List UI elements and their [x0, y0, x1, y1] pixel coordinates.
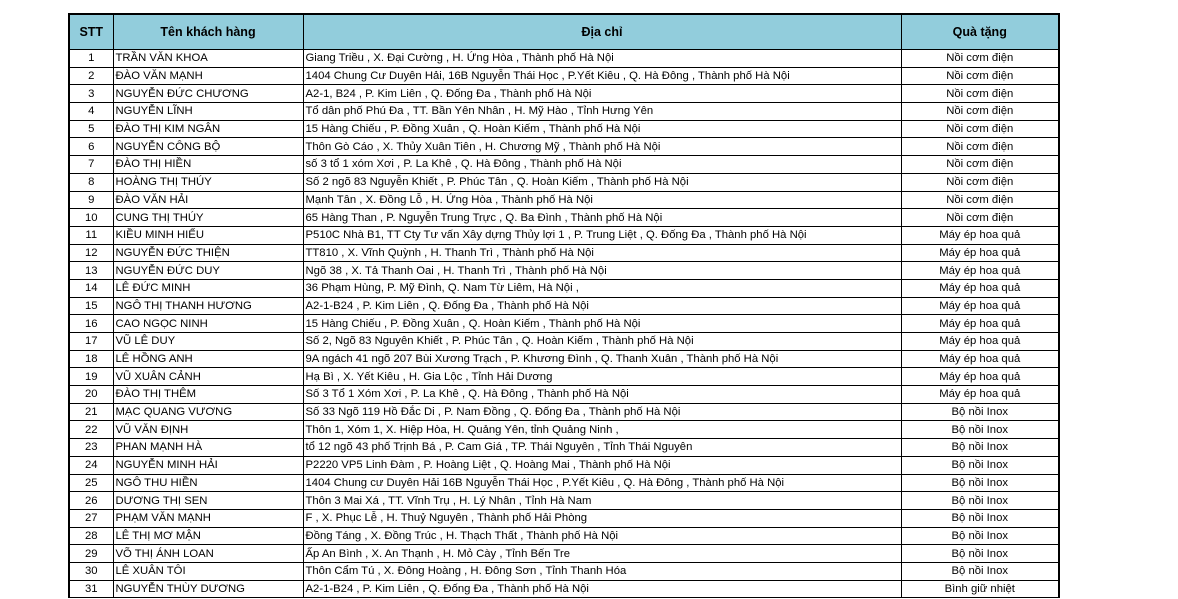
cell-address[interactable]: P510C Nhà B1, TT Cty Tư vấn Xây dựng Thủy lợi 1 , P. Trung Liệt , Q. Đống Đa , Thành phố Hà Nội: [303, 226, 901, 244]
table-row: [69, 226, 1059, 244]
cell-stt[interactable]: 14: [69, 279, 113, 297]
cell-stt[interactable]: 22: [69, 421, 113, 439]
cell-stt[interactable]: 17: [69, 333, 113, 351]
cell-address[interactable]: 65 Hàng Than , P. Nguyễn Trung Trực , Q. Ba Đình , Thành phố Hà Nội: [303, 209, 901, 227]
cell-gift[interactable]: Nồi cơm điện: [901, 173, 1059, 191]
table-row: [69, 85, 1059, 103]
cell-customer-name[interactable]: ĐÀO VĂN HẢI: [113, 191, 303, 209]
cell-address[interactable]: Thôn 3 Mai Xá , TT. Vĩnh Trụ , H. Lý Nhân , Tỉnh Hà Nam: [303, 492, 901, 510]
table-row: [69, 474, 1059, 492]
cell-customer-name[interactable]: CAO NGỌC NINH: [113, 315, 303, 333]
header-address[interactable]: Địa chỉ: [303, 14, 901, 50]
cell-address[interactable]: Giang Triều , X. Đại Cường , H. Ứng Hòa , Thành phố Hà Nội: [303, 50, 901, 68]
cell-customer-name[interactable]: NGUYỄN LĨNH: [113, 103, 303, 121]
cell-address[interactable]: A2-1-B24 , P. Kim Liên , Q. Đống Đa , Thành phố Hà Nội: [303, 297, 901, 315]
table-row: [69, 545, 1059, 563]
cell-address[interactable]: 1404 Chung cư Duyên Hải 16B Nguyễn Thái Học , P.Yết Kiêu , Q. Hà Đông , Thành phố Hà Nội: [303, 474, 901, 492]
cell-address[interactable]: Số 2 ngõ 83 Nguyễn Khiết , P. Phúc Tân , Q. Hoàn Kiếm , Thành phố Hà Nội: [303, 173, 901, 191]
cell-customer-name[interactable]: NGUYỄN THÙY DƯƠNG: [113, 580, 303, 598]
cell-address[interactable]: F , X. Phục Lễ , H. Thuỷ Nguyên , Thành phố Hải Phòng: [303, 509, 901, 527]
cell-gift[interactable]: Máy ép hoa quả: [901, 279, 1059, 297]
cell-gift[interactable]: Bộ nồi Inox: [901, 527, 1059, 545]
cell-address[interactable]: Số 3 Tổ 1 Xóm Xơi , P. La Khê , Q. Hà Đông , Thành phố Hà Nội: [303, 386, 901, 404]
table-row: [69, 509, 1059, 527]
cell-customer-name[interactable]: NGUYỄN CÔNG BỘ: [113, 138, 303, 156]
cell-address[interactable]: Thôn Cẩm Tú , X. Đông Hoàng , H. Đông Sơn , Tỉnh Thanh Hóa: [303, 562, 901, 580]
table-header: [69, 14, 1059, 50]
cell-address[interactable]: 1404 Chung Cư Duyên Hải, 16B Nguyễn Thái Học , P.Yết Kiêu , Q. Hà Đông , Thành phố Hà Nội: [303, 67, 901, 85]
table-row: [69, 562, 1059, 580]
header-stt[interactable]: STT: [69, 14, 113, 50]
cell-gift[interactable]: Bộ nồi Inox: [901, 439, 1059, 457]
cell-stt[interactable]: 23: [69, 439, 113, 457]
table-row: [69, 439, 1059, 457]
cell-gift[interactable]: Máy ép hoa quả: [901, 350, 1059, 368]
cell-customer-name[interactable]: TRẦN VĂN KHOA: [113, 50, 303, 68]
cell-stt[interactable]: 4: [69, 103, 113, 121]
cell-stt[interactable]: 28: [69, 527, 113, 545]
table-body: [69, 50, 1059, 598]
cell-customer-name[interactable]: PHAN MẠNH HÀ: [113, 439, 303, 457]
cell-gift[interactable]: Bộ nồi Inox: [901, 562, 1059, 580]
cell-address[interactable]: 36 Phạm Hùng, P. Mỹ Đình, Q. Nam Từ Liêm, Hà Nội ,: [303, 279, 901, 297]
table-row: [69, 333, 1059, 351]
cell-stt[interactable]: 18: [69, 350, 113, 368]
cell-gift[interactable]: Nồi cơm điện: [901, 191, 1059, 209]
cell-stt[interactable]: 29: [69, 545, 113, 563]
table-row: [69, 103, 1059, 121]
table-row: [69, 527, 1059, 545]
cell-gift[interactable]: Bình giữ nhiệt: [901, 580, 1059, 598]
cell-customer-name[interactable]: VŨ VĂN ĐỊNH: [113, 421, 303, 439]
cell-address[interactable]: Ấp An Bình , X. An Thạnh , H. Mỏ Cày , Tỉnh Bến Tre: [303, 545, 901, 563]
table-row: [69, 580, 1059, 598]
cell-customer-name[interactable]: VÕ THỊ ÁNH LOAN: [113, 545, 303, 563]
cell-address[interactable]: Thôn 1, Xóm 1, X. Hiệp Hòa, H. Quảng Yên, tỉnh Quảng Ninh ,: [303, 421, 901, 439]
table-row: [69, 297, 1059, 315]
cell-gift[interactable]: Bộ nồi Inox: [901, 403, 1059, 421]
header-customer-name[interactable]: Tên khách hàng: [113, 14, 303, 50]
cell-stt[interactable]: 15: [69, 297, 113, 315]
cell-stt[interactable]: 10: [69, 209, 113, 227]
table-row: [69, 191, 1059, 209]
cell-address[interactable]: P2220 VP5 Linh Đàm , P. Hoàng Liệt , Q. Hoàng Mai , Thành phố Hà Nội: [303, 456, 901, 474]
cell-address[interactable]: TT810 , X. Vĩnh Quỳnh , H. Thanh Trì , Thành phố Hà Nội: [303, 244, 901, 262]
cell-stt[interactable]: 16: [69, 315, 113, 333]
cell-customer-name[interactable]: LÊ XUÂN TÔI: [113, 562, 303, 580]
table-row: [69, 173, 1059, 191]
cell-address[interactable]: A2-1-B24 , P. Kim Liên , Q. Đống Đa , Thành phố Hà Nội: [303, 580, 901, 598]
table-row: [69, 67, 1059, 85]
cell-gift[interactable]: Nồi cơm điện: [901, 209, 1059, 227]
cell-stt[interactable]: 21: [69, 403, 113, 421]
cell-gift[interactable]: Máy ép hoa quả: [901, 244, 1059, 262]
cell-address[interactable]: Ngõ 38 , X. Tả Thanh Oai , H. Thanh Trì , Thành phố Hà Nội: [303, 262, 901, 280]
cell-address[interactable]: Đồng Táng , X. Đồng Trúc , H. Thạch Thất , Thành phố Hà Nội: [303, 527, 901, 545]
cell-gift[interactable]: Bộ nồi Inox: [901, 509, 1059, 527]
table-row: [69, 403, 1059, 421]
cell-gift[interactable]: Máy ép hoa quả: [901, 368, 1059, 386]
table-row: [69, 421, 1059, 439]
cell-gift[interactable]: Máy ép hoa quả: [901, 226, 1059, 244]
table-row: [69, 138, 1059, 156]
cell-gift[interactable]: Nồi cơm điện: [901, 103, 1059, 121]
table-row: [69, 262, 1059, 280]
table-row: [69, 456, 1059, 474]
table-row: [69, 120, 1059, 138]
table-row: [69, 350, 1059, 368]
cell-address[interactable]: A2-1, B24 , P. Kim Liên , Q. Đống Đa , Thành phố Hà Nội: [303, 85, 901, 103]
cell-gift[interactable]: Bộ nồi Inox: [901, 421, 1059, 439]
cell-stt[interactable]: 9: [69, 191, 113, 209]
cell-customer-name[interactable]: NGÔ THU HIỀN: [113, 474, 303, 492]
cell-customer-name[interactable]: NGUYỄN ĐỨC THIỆN: [113, 244, 303, 262]
cell-customer-name[interactable]: ĐÀO THỊ HIỀN: [113, 156, 303, 174]
cell-gift[interactable]: Nồi cơm điện: [901, 138, 1059, 156]
cell-stt[interactable]: 20: [69, 386, 113, 404]
cell-customer-name[interactable]: HOÀNG THỊ THÚY: [113, 173, 303, 191]
cell-address[interactable]: 15 Hàng Chiếu , P. Đồng Xuân , Q. Hoàn Kiếm , Thành phố Hà Nội: [303, 315, 901, 333]
table-row: [69, 50, 1059, 68]
cell-customer-name[interactable]: PHẠM VĂN MẠNH: [113, 509, 303, 527]
cell-gift[interactable]: Bộ nồi Inox: [901, 474, 1059, 492]
cell-gift[interactable]: Bộ nồi Inox: [901, 545, 1059, 563]
cell-stt[interactable]: 25: [69, 474, 113, 492]
cell-address[interactable]: Tổ dân phố Phú Đa , TT. Bần Yên Nhân , H. Mỹ Hào , Tỉnh Hưng Yên: [303, 103, 901, 121]
cell-address[interactable]: Số 33 Ngõ 119 Hồ Đắc Di , P. Nam Đồng , Q. Đống Đa , Thành phố Hà Nội: [303, 403, 901, 421]
cell-stt[interactable]: 19: [69, 368, 113, 386]
table-row: [69, 492, 1059, 510]
cell-customer-name[interactable]: ĐÀO THỊ THÊM: [113, 386, 303, 404]
cell-gift[interactable]: Nồi cơm điện: [901, 120, 1059, 138]
header-gift[interactable]: Quà tặng: [901, 14, 1059, 50]
table-row: [69, 244, 1059, 262]
table-row: [69, 368, 1059, 386]
cell-stt[interactable]: 7: [69, 156, 113, 174]
cell-stt[interactable]: 24: [69, 456, 113, 474]
cell-address[interactable]: Mạnh Tân , X. Đồng Lỗ , H. Ứng Hòa , Thành phố Hà Nội: [303, 191, 901, 209]
cell-stt[interactable]: 6: [69, 138, 113, 156]
cell-customer-name[interactable]: KIỀU MINH HIẾU: [113, 226, 303, 244]
cell-gift[interactable]: Nồi cơm điện: [901, 85, 1059, 103]
cell-gift[interactable]: Nồi cơm điện: [901, 67, 1059, 85]
cell-customer-name[interactable]: LÊ ĐỨC MINH: [113, 279, 303, 297]
cell-gift[interactable]: Máy ép hoa quả: [901, 262, 1059, 280]
cell-stt[interactable]: 27: [69, 509, 113, 527]
cell-gift[interactable]: Máy ép hoa quả: [901, 333, 1059, 351]
cell-customer-name[interactable]: MẠC QUANG VƯƠNG: [113, 403, 303, 421]
header-row: [69, 14, 1059, 50]
table-row: [69, 315, 1059, 333]
cell-gift[interactable]: Bộ nồi Inox: [901, 456, 1059, 474]
cell-address[interactable]: số 3 tổ 1 xóm Xơi , P. La Khê , Q. Hà Đông , Thành phố Hà Nội: [303, 156, 901, 174]
cell-customer-name[interactable]: LÊ THỊ MƠ MẬN: [113, 527, 303, 545]
cell-stt[interactable]: 1: [69, 50, 113, 68]
cell-stt[interactable]: 26: [69, 492, 113, 510]
cell-stt[interactable]: 8: [69, 173, 113, 191]
cell-gift[interactable]: Nồi cơm điện: [901, 156, 1059, 174]
customer-gift-table: [68, 13, 1060, 598]
cell-gift[interactable]: Bộ nồi Inox: [901, 492, 1059, 510]
cell-stt[interactable]: 13: [69, 262, 113, 280]
cell-stt[interactable]: 5: [69, 120, 113, 138]
cell-gift[interactable]: Máy ép hoa quả: [901, 297, 1059, 315]
cell-customer-name[interactable]: NGÔ THỊ THANH HƯƠNG: [113, 297, 303, 315]
cell-address[interactable]: Hạ Bì , X. Yết Kiêu , H. Gia Lộc , Tỉnh Hải Dương: [303, 368, 901, 386]
cell-stt[interactable]: 3: [69, 85, 113, 103]
cell-gift[interactable]: Máy ép hoa quả: [901, 315, 1059, 333]
cell-customer-name[interactable]: VŨ XUÂN CẢNH: [113, 368, 303, 386]
cell-stt[interactable]: 11: [69, 226, 113, 244]
cell-customer-name[interactable]: LÊ HỒNG ANH: [113, 350, 303, 368]
table-row: [69, 386, 1059, 404]
cell-gift[interactable]: Nồi cơm điện: [901, 50, 1059, 68]
cell-address[interactable]: Số 2, Ngõ 83 Nguyên Khiết , P. Phúc Tân , Q. Hoàn Kiếm , Thành phố Hà Nội: [303, 333, 901, 351]
cell-stt[interactable]: 31: [69, 580, 113, 598]
cell-address[interactable]: 15 Hàng Chiếu , P. Đồng Xuân , Q. Hoàn Kiếm , Thành phố Hà Nội: [303, 120, 901, 138]
cell-customer-name[interactable]: ĐÀO VĂN MẠNH: [113, 67, 303, 85]
table-row: [69, 279, 1059, 297]
cell-customer-name[interactable]: CUNG THỊ THÚY: [113, 209, 303, 227]
cell-address[interactable]: Thôn Gò Cáo , X. Thủy Xuân Tiên , H. Chương Mỹ , Thành phố Hà Nội: [303, 138, 901, 156]
cell-customer-name[interactable]: NGUYỄN ĐỨC DUY: [113, 262, 303, 280]
cell-customer-name[interactable]: VŨ LÊ DUY: [113, 333, 303, 351]
cell-customer-name[interactable]: DƯƠNG THỊ SEN: [113, 492, 303, 510]
table-row: [69, 209, 1059, 227]
cell-gift[interactable]: Máy ép hoa quả: [901, 386, 1059, 404]
cell-customer-name[interactable]: ĐÀO THỊ KIM NGÂN: [113, 120, 303, 138]
cell-stt[interactable]: 12: [69, 244, 113, 262]
cell-customer-name[interactable]: NGUYỄN ĐỨC CHƯƠNG: [113, 85, 303, 103]
cell-address[interactable]: 9A ngách 41 ngõ 207 Bùi Xương Trạch , P. Khương Đình , Q. Thanh Xuân , Thành phố Hà Nội: [303, 350, 901, 368]
cell-customer-name[interactable]: NGUYỄN MINH HẢI: [113, 456, 303, 474]
table-row: [69, 156, 1059, 174]
cell-address[interactable]: tổ 12 ngõ 43 phố Trịnh Bá , P. Cam Giá , TP. Thái Nguyên , Tỉnh Thái Nguyên: [303, 439, 901, 457]
cell-stt[interactable]: 2: [69, 67, 113, 85]
cell-stt[interactable]: 30: [69, 562, 113, 580]
